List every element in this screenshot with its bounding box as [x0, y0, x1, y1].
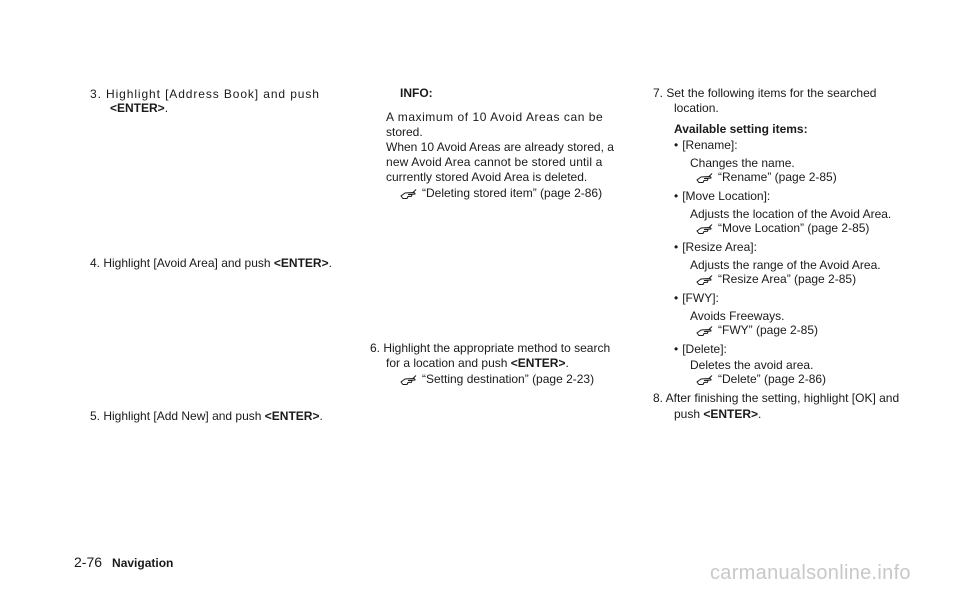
step-6-text: for a location and push	[386, 356, 511, 370]
step-7-line-2: location.	[674, 101, 719, 115]
pointing-hand-icon	[696, 274, 714, 286]
step-5-text: 5. Highlight [Add New] and push	[90, 409, 265, 423]
enter-key-label: <ENTER>	[110, 101, 165, 115]
info-line-3: When 10 Avoid Areas are already stored, a	[386, 140, 614, 154]
step-6-line-1: 6. Highlight the appropriate method to search	[370, 341, 611, 355]
step-3-line-2	[110, 101, 168, 116]
enter-key-label: <ENTER>	[264, 409, 320, 423]
item-move-location-desc: Adjusts the location of the Avoid Area.	[690, 207, 892, 221]
item-fwy-label: • [FWY]:	[674, 291, 719, 306]
item-fwy-ref-text: “FWY” (page 2-85)	[718, 323, 819, 337]
item-delete-ref	[696, 372, 826, 387]
item-rename-desc: Changes the name.	[690, 156, 795, 170]
item-fwy-desc: Avoids Freeways.	[690, 309, 785, 323]
pointing-hand-icon	[696, 172, 714, 184]
pointing-hand-icon	[696, 374, 714, 386]
section-title: Navigation	[112, 556, 174, 570]
info-heading: INFO:	[400, 86, 433, 100]
page-number: 2-76	[74, 554, 103, 570]
info-line-2: stored.	[386, 125, 423, 139]
item-delete-label: • [Delete]:	[674, 342, 727, 357]
item-fwy-ref	[696, 323, 818, 338]
step-6-line-2	[386, 356, 569, 371]
step-6-reference-text: “Setting destination” (page 2-23)	[422, 372, 595, 386]
item-resize-area-ref	[696, 272, 856, 287]
period: .	[164, 101, 169, 115]
period: .	[328, 256, 332, 270]
step-8-line-2	[674, 407, 761, 422]
info-line-4: new Avoid Area cannot be stored until a	[386, 155, 603, 169]
enter-key-label: <ENTER>	[703, 407, 759, 421]
item-resize-area-label: • [Resize Area]:	[674, 240, 757, 255]
step-3-line-1: 3. Highlight [Address Book] and push	[90, 87, 320, 101]
item-delete-ref-text: “Delete” (page 2-86)	[718, 372, 827, 386]
info-line-1: A maximum of 10 Avoid Areas can be	[386, 110, 604, 124]
page-footer	[74, 554, 173, 570]
step-4	[90, 256, 332, 271]
item-rename-ref	[696, 170, 837, 185]
item-resize-area-desc: Adjusts the range of the Avoid Area.	[690, 258, 881, 272]
info-line-5: currently stored Avoid Area is deleted.	[386, 170, 588, 184]
info-reference	[400, 186, 602, 201]
available-items-heading: Available setting items:	[674, 122, 808, 136]
pointing-hand-icon	[696, 325, 714, 337]
watermark: carmanualsonline.info	[710, 562, 911, 584]
pointing-hand-icon	[400, 188, 418, 200]
info-reference-text: “Deleting stored item” (page 2-86)	[422, 186, 603, 200]
item-move-location-ref-text: “Move Location” (page 2-85)	[718, 221, 870, 235]
step-6-reference	[400, 372, 594, 387]
step-5	[90, 409, 323, 424]
item-delete-desc: Deletes the avoid area.	[690, 358, 814, 372]
step-4-text: 4. Highlight [Avoid Area] and push	[90, 256, 274, 270]
step-8-text: push	[674, 407, 704, 421]
item-move-location-label: • [Move Location]:	[674, 189, 770, 204]
item-rename-ref-text: “Rename” (page 2-85)	[718, 170, 837, 184]
item-move-location-ref	[696, 221, 869, 236]
period: .	[565, 356, 569, 370]
item-rename-label: • [Rename]:	[674, 138, 738, 153]
enter-key-label: <ENTER>	[510, 356, 566, 370]
period: .	[319, 409, 323, 423]
step-8-line-1: 8. After finishing the setting, highlight [OK] and	[653, 391, 900, 405]
item-resize-area-ref-text: “Resize Area” (page 2-85)	[718, 272, 857, 286]
pointing-hand-icon	[696, 223, 714, 235]
period: .	[758, 407, 762, 421]
enter-key-label: <ENTER>	[273, 256, 329, 270]
pointing-hand-icon	[400, 374, 418, 386]
step-7-line-1: 7. Set the following items for the searched	[653, 86, 877, 100]
